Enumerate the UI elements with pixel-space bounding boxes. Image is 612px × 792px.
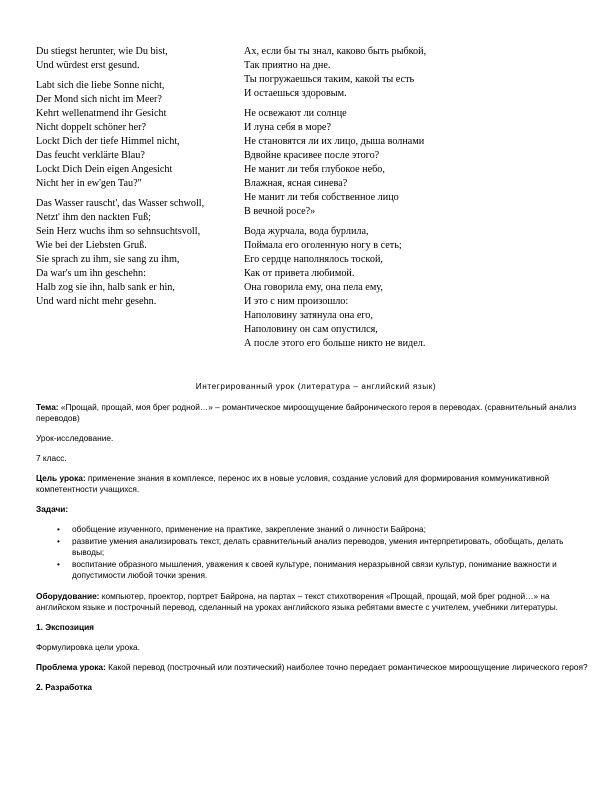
poem-line: Не манит ли тебя глубокое небо, (244, 164, 385, 175)
poem-line: В вечной росе?» (244, 206, 316, 217)
poem-line: Поймала его оголенную ногу в сеть; (244, 240, 402, 251)
poem-stanza (36, 45, 236, 73)
poem-line: Как от привета любимой. (244, 268, 355, 279)
lesson-grade: 7 класс. (36, 453, 67, 463)
poem-line: Его сердце наполнялось тоской, (244, 254, 383, 265)
topic-text: «Прощай, прощай, моя брег родной…» – романтическое мироощущение байронического героя в переводах. (сравнительный анализ переводов) (36, 402, 577, 423)
lesson-plan (36, 381, 596, 702)
list-item: • воспитание образного мышления, уважения к своей культуре, понимания неразрывной связи культур, понимание важности и допустимости любой точки зрения. (72, 559, 596, 581)
poem-line: Вода журчала, вода бурлила, (244, 226, 369, 237)
equipment-label: Оборудование: (36, 591, 100, 601)
topic-label: Тема: (36, 402, 59, 412)
list-item: • развитие умения анализировать текст, делать сравнительный анализ переводов, умения интерпретировать, обобщать, делать выводы; (72, 536, 596, 558)
poem-line: Она говорила ему, она пела ему, (244, 282, 383, 293)
poem-line: И остаешься здоровым. (244, 88, 347, 99)
poem-line: Kehrt wellenatmend ihr Gesicht (36, 108, 167, 119)
poem-stanza (244, 45, 484, 101)
goal-text: применение знания в комплексе, перенос их в новые условия, создание условий для формирования коммуникативной компетентности учащихся. (36, 473, 550, 494)
equipment-text: компьютер, проектор, портрет Байрона, на партах – текст стихотворения «Прощай, прощай, мой брег родной…» на английском языке и построчный перевод, сделанный на уроках английского языка ребятами вместе с учителем, учебники литературы. (36, 591, 558, 612)
lesson-problem (36, 662, 596, 673)
poem-line: Halb zog sie ihn, halb sank er hin, (36, 282, 175, 293)
poem-line: Lockt Dich Dein eigen Angesicht (36, 164, 173, 175)
poem-stanza (36, 197, 236, 309)
poem-line: А после этого его больше никто не видел. (244, 338, 426, 349)
poem-stanza (244, 225, 484, 351)
section-heading: 2. Разработка (36, 682, 92, 692)
poem-line: Das feucht verklärte Blau? (36, 150, 145, 161)
poem-line: Так приятно на дне. (244, 60, 331, 71)
poem-russian-column (244, 45, 484, 351)
poem-line: Наполовину затянула она его, (244, 310, 373, 321)
poem-line: Не манит ли тебя собственное лицо (244, 192, 399, 203)
poem-line: Не освежают ли солнце (244, 108, 347, 119)
lesson-equipment (36, 591, 596, 613)
list-item: • обобщение изученного, применение на практике, закрепление знаний о личности Байрона; (72, 524, 596, 535)
tasks-list (36, 524, 596, 581)
poem-line: Sie sprach zu ihm, sie sang zu ihm, (36, 254, 180, 265)
goal-label: Цель урока: (36, 473, 86, 483)
poem-line: Lockt Dich der tiefe Himmel nicht, (36, 136, 180, 147)
poem-line: Sein Herz wuchs ihm so sehnsuchtsvoll, (36, 226, 201, 237)
poem-german-column (36, 45, 236, 309)
poem-stanza (244, 107, 484, 219)
poem-line: Labt sich die liebe Sonne nicht, (36, 80, 165, 91)
poem-line: Наполовину он сам опустился, (244, 324, 378, 335)
poem-line: И луна себя в море? (244, 122, 331, 133)
poem-line: Der Mond sich nicht im Meer? (36, 94, 162, 105)
poem-line: Du stiegst herunter, wie Du bist, (36, 46, 168, 57)
lesson-goal (36, 473, 596, 495)
poem-line: Da war's um ihn geschehn: (36, 268, 146, 279)
poem-line: Nicht her in ew'gen Tau?" (36, 178, 142, 189)
poem-line: Wie bei der Liebsten Gruß. (36, 240, 147, 251)
poem-line: Не становятся ли их лицо, дыша волнами (244, 136, 425, 147)
tasks-label: Задачи: (36, 504, 69, 514)
lesson-heading: Интегрированный урок (литература – английский язык) (195, 382, 437, 391)
section-heading: 1. Экспозиция (36, 622, 95, 632)
section-text: Формулировка цели урока. (36, 642, 140, 652)
poem-line: И это с ним произошло: (244, 296, 349, 307)
poem-line: Вдвойне красивее после этого? (244, 150, 380, 161)
problem-text: Какой перевод (построчный или поэтический) наиболее точно передает романтическое мироощущение лирического героя? (105, 662, 588, 672)
poem-line: Netzt' ihm den nackten Fuß; (36, 212, 152, 223)
poem-line: Ты погружаешься таким, какой ты есть (244, 74, 415, 85)
problem-label: Проблема урока: (36, 662, 106, 672)
poem-line: Das Wasser rauscht', das Wasser schwoll, (36, 198, 205, 209)
lesson-type: Урок-исследование. (36, 433, 114, 443)
poem-stanza (36, 79, 236, 191)
poem-line: Ах, если бы ты знал, каково быть рыбкой, (244, 46, 427, 57)
poem-line: Nicht doppelt schöner her? (36, 122, 147, 133)
poem-line: Und würdest erst gesund. (36, 60, 140, 71)
poem-line: Und ward nicht mehr gesehn. (36, 296, 157, 307)
lesson-topic (36, 402, 596, 424)
poem-line: Влажная, ясная синева? (244, 178, 348, 189)
